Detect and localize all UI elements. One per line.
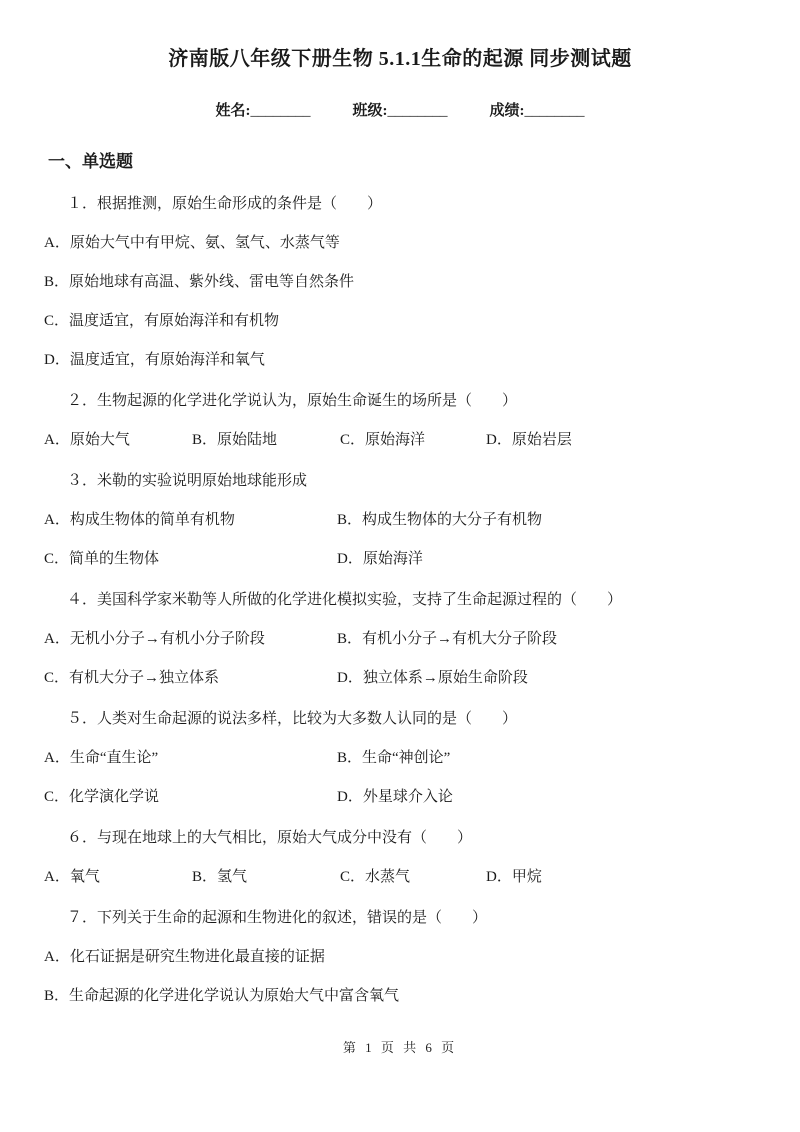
question-6-options-row [44, 869, 756, 886]
question-1-stem: １．根据推测，原始生命形成的条件是（ ） [67, 196, 383, 212]
page-title: 济南版八年级下册生物 5.1.1生命的起源 同步测试题 [168, 48, 632, 70]
question-1-option-c: C．温度适宜，有原始海洋和有机物 [44, 313, 280, 329]
question-2-stem: ２．生物起源的化学进化学说认为，原始生命诞生的场所是（ ） [67, 393, 518, 409]
question-4-option-b: B．有机小分子→有机大分子阶段 [337, 631, 558, 647]
question-4-option-d: D．独立体系→原始生命阶段 [337, 670, 528, 686]
question-1-option-a: A．原始大气中有甲烷、氨、氢气、水蒸气等 [44, 235, 340, 251]
question-5-option-a: A．生命“直生论” [44, 750, 159, 766]
question-6-stem: ６．与现在地球上的大气相比，原始大气成分中没有（ ） [67, 830, 473, 846]
question-2-option-a: A．原始大气 [44, 432, 130, 448]
question-1-option-b: B．原始地球有高温、紫外线、雷电等自然条件 [44, 274, 355, 290]
question-3-options-row-1 [44, 512, 756, 529]
question-7-option-a: A．化石证据是研究生物进化最直接的证据 [44, 949, 325, 965]
name-field-label: 姓名: [215, 103, 251, 119]
page-number: 第 1 页 共 6 页 [342, 1040, 458, 1055]
class-field-label: 班级: [352, 103, 388, 119]
question-3-options-row-2 [44, 551, 756, 568]
question-2-option-c: C．原始海洋 [340, 432, 426, 448]
question-5-options-row-1 [44, 750, 756, 767]
question-4-options-row-1 [44, 631, 756, 648]
question-5-options-row-2 [44, 789, 756, 806]
question-3-option-a: A．构成生物体的简单有机物 [44, 512, 235, 528]
question-6-option-b: B．氢气 [192, 869, 248, 885]
question-4-stem: ４．美国科学家米勒等人所做的化学进化模拟实验，支持了生命起源过程的（ ） [67, 592, 623, 608]
score-field [490, 102, 585, 121]
question-7-stem: ７．下列关于生命的起源和生物进化的叙述，错误的是（ ） [67, 910, 488, 926]
question-6-option-a: A．氧气 [44, 869, 100, 885]
name-field [216, 102, 311, 121]
question-3-option-b: B．构成生物体的大分子有机物 [337, 512, 543, 528]
question-5-option-d: D．外星球介入论 [337, 789, 453, 805]
section-heading: 一、单选题 [48, 152, 133, 171]
question-3-stem: ３．米勒的实验说明原始地球能形成 [67, 473, 308, 489]
question-1-option-d: D．温度适宜，有原始海洋和氧气 [44, 352, 265, 368]
question-3-option-c: C．简单的生物体 [44, 551, 160, 567]
question-4-options-row-2 [44, 670, 756, 687]
score-field-label: 成绩: [489, 103, 525, 119]
question-2-option-d: D．原始岩层 [486, 432, 572, 448]
question-3-option-d: D．原始海洋 [337, 551, 423, 567]
question-5-option-c: C．化学演化学说 [44, 789, 160, 805]
question-4-option-c: C．有机大分子→独立体系 [44, 670, 220, 686]
question-5-stem: ５．人类对生命起源的说法多样，比较为大多数人认同的是（ ） [67, 711, 518, 727]
question-5-option-b: B．生命“神创论” [337, 750, 451, 766]
question-4-option-a: A．无机小分子→有机小分子阶段 [44, 631, 265, 647]
question-2-options-row [44, 432, 756, 449]
question-2-option-b: B．原始陆地 [192, 432, 278, 448]
question-6-option-d: D．甲烷 [486, 869, 542, 885]
score-field-blank: ________ [524, 103, 585, 119]
class-field-blank: ________ [387, 103, 448, 119]
class-field [353, 102, 448, 121]
name-field-blank: ________ [250, 103, 311, 119]
header-fields [44, 102, 756, 121]
question-7-option-b: B．生命起源的化学进化学说认为原始大气中富含氧气 [44, 988, 400, 1004]
question-6-option-c: C．水蒸气 [340, 869, 411, 885]
